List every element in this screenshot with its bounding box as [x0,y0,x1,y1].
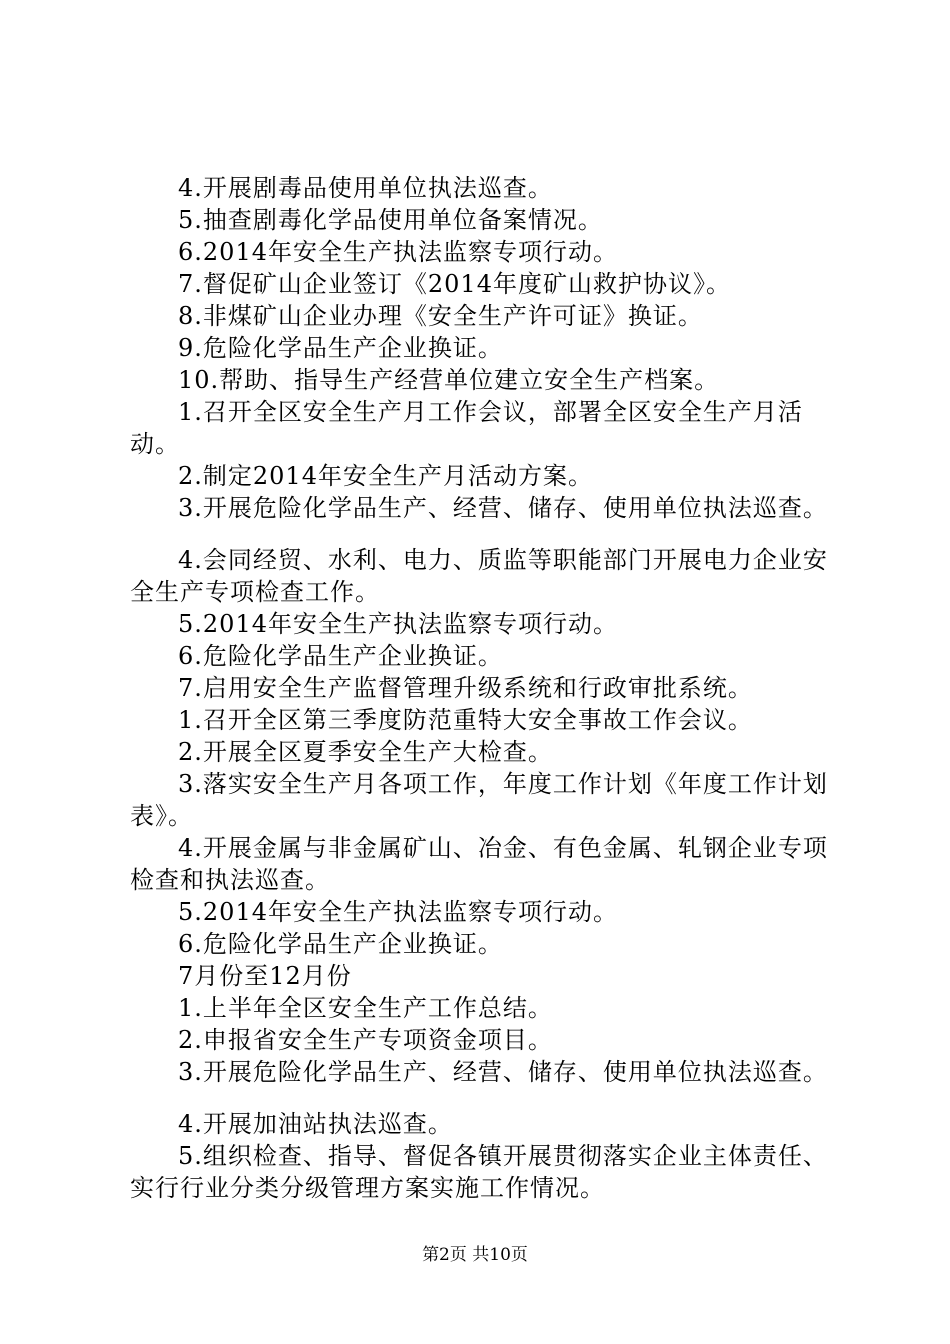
paragraph: 9.危险化学品生产企业换证。 [178,334,503,362]
page-number: 第2页 共10页 [422,1245,528,1265]
paragraph: 7.启用安全生产监督管理升级系统和行政审批系统。 [178,674,753,702]
paragraph: 3.开展危险化学品生产、经营、储存、使用单位执法巡查。 [178,1058,828,1086]
paragraph: 10.帮助、指导生产经营单位建立安全生产档案。 [178,366,720,394]
paragraph: 5.抽查剧毒化学品使用单位备案情况。 [178,206,603,234]
paragraph: 1.上半年全区安全生产工作总结。 [178,994,553,1022]
paragraph: 3.落实安全生产月各项工作，年度工作计划《年度工作计划表》。 [130,770,828,830]
paragraph: 2.开展全区夏季安全生产大检查。 [178,738,553,766]
page-footer [0,1244,950,1266]
paragraph: 4.会同经贸、水利、电力、质监等职能部门开展电力企业安全生产专项检查工作。 [130,546,828,606]
paragraph: 3.开展危险化学品生产、经营、储存、使用单位执法巡查。 [178,494,828,522]
paragraph: 1.召开全区安全生产月工作会议，部署全区安全生产月活动。 [130,398,803,458]
paragraph: 1.召开全区第三季度防范重特大安全事故工作会议。 [178,706,753,734]
paragraph: 8.非煤矿山企业办理《安全生产许可证》换证。 [178,302,703,330]
paragraph: 6.2014年安全生产执法监察专项行动。 [178,238,618,266]
paragraph: 6.危险化学品生产企业换证。 [178,642,503,670]
paragraph: 2.申报省安全生产专项资金项目。 [178,1026,553,1054]
paragraph: 4.开展剧毒品使用单位执法巡查。 [178,174,553,202]
paragraph: 4.开展金属与非金属矿山、冶金、有色金属、轧钢企业专项检查和执法巡查。 [130,834,828,894]
document-body [130,172,850,1204]
paragraph: 7.督促矿山企业签订《2014年度矿山救护协议》。 [178,270,731,298]
paragraph: 4.开展加油站执法巡查。 [178,1110,453,1138]
paragraph: 5.2014年安全生产执法监察专项行动。 [178,898,618,926]
paragraph: 5.组织检查、指导、督促各镇开展贯彻落实企业主体责任、实行行业分类分级管理方案实施工作情况。 [130,1142,828,1202]
paragraph: 5.2014年安全生产执法监察专项行动。 [178,610,618,638]
paragraph: 2.制定2014年安全生产月活动方案。 [178,462,593,490]
paragraph: 6.危险化学品生产企业换证。 [178,930,503,958]
paragraph: 7月份至12月份 [178,962,352,990]
